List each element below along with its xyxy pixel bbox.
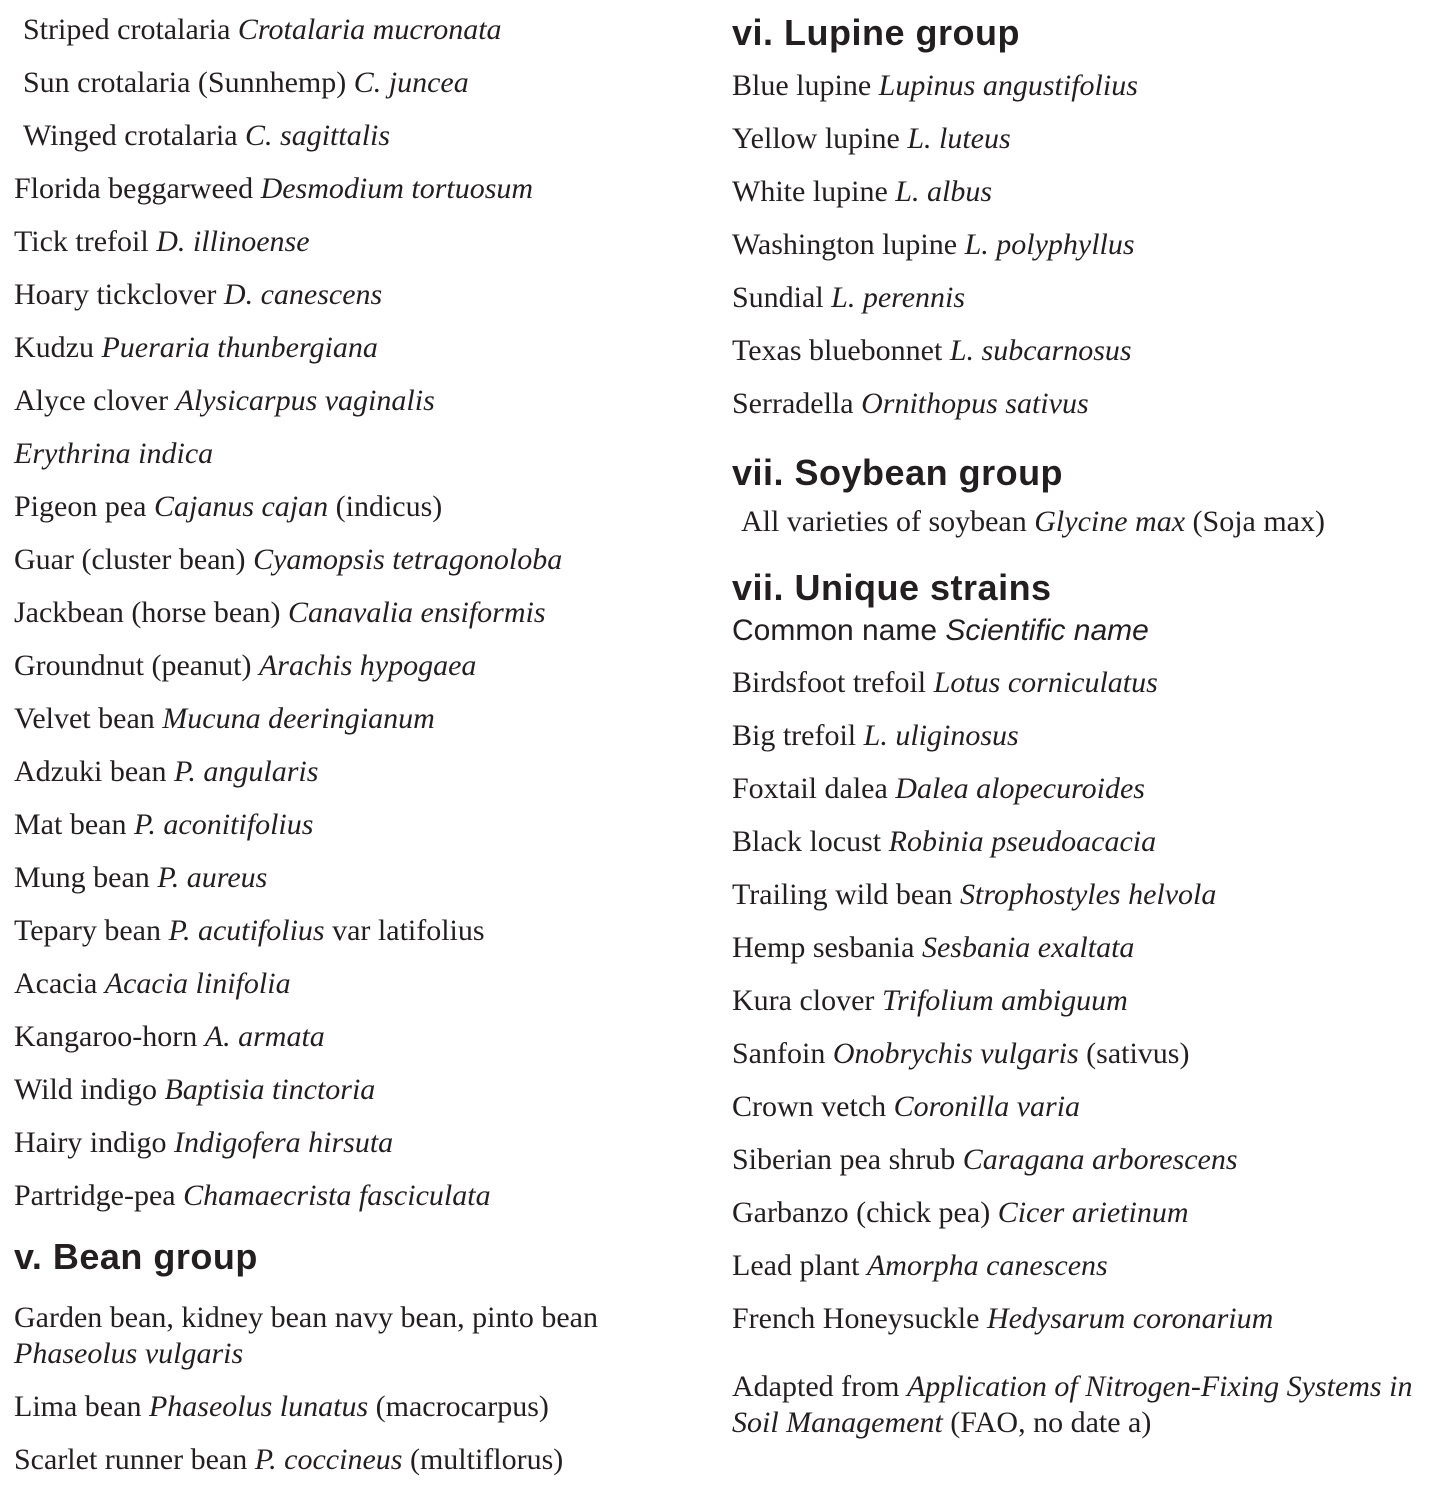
species-item xyxy=(732,665,1432,701)
scientific-name: Sesbania exaltata xyxy=(921,931,1135,964)
species-item xyxy=(732,121,1432,157)
scientific-name: P. aconitifolius xyxy=(133,808,314,841)
common-name: (Soja max) xyxy=(1185,505,1325,538)
text-line xyxy=(14,1300,720,1336)
common-name: Hemp sesbania xyxy=(732,931,922,964)
scientific-name: Phaseolus lunatus xyxy=(148,1390,369,1423)
scientific-name: L. luteus xyxy=(907,122,1011,155)
scientific-name: L. albus xyxy=(895,175,992,208)
scientific-name: P. aureus xyxy=(157,861,268,894)
text-line xyxy=(23,12,720,48)
column-left xyxy=(14,0,720,1495)
species-item xyxy=(14,1442,720,1478)
text-line xyxy=(14,1019,720,1055)
common-name: Mat bean xyxy=(14,808,134,841)
species-item xyxy=(732,1036,1432,1072)
key-scientific-name: Scientific name xyxy=(945,614,1149,647)
common-name: Lima bean xyxy=(14,1390,149,1423)
scientific-name: D. canescens xyxy=(223,278,383,311)
species-item xyxy=(14,436,720,472)
scientific-name: D. illinoense xyxy=(156,225,310,258)
text-line xyxy=(732,771,1432,807)
scientific-name: A. armata xyxy=(204,1020,325,1053)
common-name: French Honeysuckle xyxy=(732,1302,987,1335)
species-item xyxy=(732,227,1432,263)
text-line xyxy=(732,1195,1432,1231)
text-line xyxy=(732,333,1432,369)
section-right-4 xyxy=(732,1369,1432,1441)
species-item xyxy=(732,877,1432,913)
scientific-name: Cicer arietinum xyxy=(997,1196,1189,1229)
common-name: Acacia xyxy=(14,967,105,1000)
text-line xyxy=(14,1072,720,1108)
section-heading: vii. Unique strains xyxy=(732,567,1052,608)
text-line xyxy=(14,1125,720,1161)
species-item xyxy=(14,277,720,313)
common-name: Alyce clover xyxy=(14,384,176,417)
scientific-name: Dalea alopecuroides xyxy=(895,772,1145,805)
text-line xyxy=(732,824,1432,860)
text-line xyxy=(14,860,720,896)
scientific-name: Soil Management xyxy=(732,1406,943,1439)
text-line xyxy=(14,1336,720,1372)
text-line xyxy=(741,504,1432,540)
scientific-name: Lotus corniculatus xyxy=(933,666,1158,699)
common-name: Striped crotalaria xyxy=(23,13,238,46)
common-name: Siberian pea shrub xyxy=(732,1143,963,1176)
species-item xyxy=(732,333,1432,369)
species-item xyxy=(14,913,720,949)
common-name: Blue lupine xyxy=(732,69,879,102)
text-line xyxy=(732,1405,1432,1441)
species-item xyxy=(732,280,1432,316)
scientific-name: C. sagittalis xyxy=(245,119,391,152)
species-item xyxy=(732,1195,1432,1231)
common-name: Sanfoin xyxy=(732,1037,833,1070)
text-line xyxy=(14,224,720,260)
species-item xyxy=(732,930,1432,966)
text-line xyxy=(14,1442,720,1478)
scientific-name: Arachis hypogaea xyxy=(258,649,477,682)
text-line xyxy=(732,1036,1432,1072)
common-name: Texas bluebonnet xyxy=(732,334,950,367)
common-name: Wild indigo xyxy=(14,1073,165,1106)
common-name: Yellow lupine xyxy=(732,122,908,155)
text-line xyxy=(732,386,1432,422)
section-right-3 xyxy=(732,565,1432,1337)
text-line xyxy=(14,277,720,313)
species-item xyxy=(732,983,1432,1019)
scientific-name: Erythrina indica xyxy=(14,437,214,470)
common-name: Garbanzo (chick pea) xyxy=(732,1196,998,1229)
text-line xyxy=(732,121,1432,157)
scientific-name: Canavalia ensiformis xyxy=(288,596,546,629)
common-name: Partridge-pea xyxy=(14,1179,184,1212)
scientific-name: Glycine max xyxy=(1034,505,1186,538)
common-name: All varieties of soybean xyxy=(741,505,1035,538)
scientific-name: L. uliginosus xyxy=(863,719,1019,752)
text-line xyxy=(14,542,720,578)
scientific-name: Mucuna deeringianum xyxy=(162,702,435,735)
text-line xyxy=(732,174,1432,210)
scientific-name: Chamaecrista fasciculata xyxy=(183,1179,491,1212)
common-name: (sativus) xyxy=(1078,1037,1190,1070)
text-line xyxy=(14,330,720,366)
text-line xyxy=(14,595,720,631)
species-item xyxy=(14,1125,720,1161)
common-name: Mung bean xyxy=(14,861,158,894)
text-line xyxy=(23,118,720,154)
species-item xyxy=(732,1142,1432,1178)
text-line xyxy=(14,1389,720,1425)
text-line xyxy=(732,68,1432,104)
common-name: Winged crotalaria xyxy=(23,119,246,152)
scientific-name: Acacia linifolia xyxy=(104,967,291,1000)
species-item xyxy=(14,966,720,1002)
scientific-name: P. angularis xyxy=(173,755,319,788)
species-item xyxy=(732,504,1432,540)
text-line xyxy=(14,171,720,207)
text-line xyxy=(23,65,720,101)
common-name: Trailing wild bean xyxy=(732,878,961,911)
text-line xyxy=(732,983,1432,1019)
species-item xyxy=(14,1178,720,1214)
scientific-name: Baptisia tinctoria xyxy=(164,1073,376,1106)
common-name: White lupine xyxy=(732,175,896,208)
common-name: Crown vetch xyxy=(732,1090,894,1123)
scientific-name: Pueraria thunbergiana xyxy=(101,331,378,364)
scientific-name: P. acutifolius xyxy=(168,914,325,947)
common-name: Hoary tickclover xyxy=(14,278,224,311)
text-line xyxy=(732,930,1432,966)
text-line xyxy=(14,807,720,843)
scientific-name: L. perennis xyxy=(831,281,966,314)
common-name: Groundnut (peanut) xyxy=(14,649,259,682)
species-item xyxy=(732,174,1432,210)
species-item xyxy=(732,824,1432,860)
species-item xyxy=(14,65,720,101)
scientific-name: Ornithopus sativus xyxy=(861,387,1089,420)
species-item xyxy=(14,118,720,154)
species-item xyxy=(14,489,720,525)
column-key xyxy=(732,611,1432,651)
scientific-name: Hedysarum coronarium xyxy=(986,1302,1274,1335)
common-name: Jackbean (horse bean) xyxy=(14,596,289,629)
species-item xyxy=(14,224,720,260)
common-name: Tepary bean xyxy=(14,914,169,947)
common-name: Sun crotalaria (Sunnhemp) xyxy=(23,66,354,99)
species-item xyxy=(14,1019,720,1055)
common-name: Big trefoil xyxy=(732,719,864,752)
source-note xyxy=(732,1369,1432,1441)
species-item xyxy=(14,1389,720,1425)
text-line xyxy=(732,877,1432,913)
common-name: Kangaroo-horn xyxy=(14,1020,205,1053)
common-name: (macrocarpus) xyxy=(368,1390,549,1423)
species-item xyxy=(14,12,720,48)
species-item xyxy=(14,807,720,843)
section-heading: v. Bean group xyxy=(14,1236,258,1277)
species-item xyxy=(732,386,1432,422)
scientific-name: Indigofera hirsuta xyxy=(173,1126,394,1159)
species-item xyxy=(14,648,720,684)
species-item xyxy=(14,383,720,419)
text-line xyxy=(732,1248,1432,1284)
species-item xyxy=(732,1301,1432,1337)
common-name: Pigeon pea xyxy=(14,490,154,523)
common-name: Tick trefoil xyxy=(14,225,157,258)
section-right-2 xyxy=(732,450,1432,540)
common-name: Kura clover xyxy=(732,984,882,1017)
common-name: Adzuki bean xyxy=(14,755,174,788)
common-name: (FAO, no date a) xyxy=(942,1406,1152,1439)
scientific-name: Amorpha canescens xyxy=(866,1249,1108,1282)
common-name: Serradella xyxy=(732,387,862,420)
scientific-name: Cyamopsis tetragonoloba xyxy=(253,543,563,576)
scientific-name: Desmodium tortuosum xyxy=(260,172,534,205)
scientific-name: Crotalaria mucronata xyxy=(237,13,502,46)
scientific-name: Trifolium ambiguum xyxy=(881,984,1128,1017)
common-name: Adapted from xyxy=(732,1370,907,1403)
species-item xyxy=(732,1089,1432,1125)
scientific-name: Cajanus cajan xyxy=(153,490,329,523)
text-line xyxy=(732,1089,1432,1125)
scientific-name: L. subcarnosus xyxy=(949,334,1132,367)
species-item xyxy=(14,1072,720,1108)
text-line xyxy=(14,436,720,472)
section-heading: vi. Lupine group xyxy=(732,12,1020,53)
species-item xyxy=(14,542,720,578)
scientific-name: Alysicarpus vaginalis xyxy=(175,384,435,417)
text-line xyxy=(732,1142,1432,1178)
common-name: var latifolius xyxy=(324,914,485,947)
scientific-name: Robinia pseudoacacia xyxy=(888,825,1157,858)
common-name: Foxtail dalea xyxy=(732,772,896,805)
scientific-name: Phaseolus vulgaris xyxy=(14,1337,244,1370)
species-item xyxy=(14,1300,720,1372)
text-line xyxy=(14,383,720,419)
key-common-name: Common name xyxy=(732,614,946,647)
scientific-name: P. coccineus xyxy=(254,1443,403,1476)
scientific-name: Strophostyles helvola xyxy=(960,878,1217,911)
common-name: Garden bean, kidney bean navy bean, pinto bean xyxy=(14,1301,598,1334)
text-line xyxy=(732,227,1432,263)
species-item xyxy=(14,754,720,790)
scientific-name: Caragana arborescens xyxy=(962,1143,1238,1176)
common-name: Sundial xyxy=(732,281,832,314)
text-line xyxy=(14,754,720,790)
text-line xyxy=(14,489,720,525)
common-name: Black locust xyxy=(732,825,889,858)
species-item xyxy=(732,771,1432,807)
text-line xyxy=(14,913,720,949)
species-item xyxy=(14,860,720,896)
text-line xyxy=(14,701,720,737)
common-name: Kudzu xyxy=(14,331,102,364)
common-name: Velvet bean xyxy=(14,702,163,735)
text-line xyxy=(732,665,1432,701)
scientific-name: Application of Nitrogen-Fixing Systems in xyxy=(906,1370,1413,1403)
common-name: Hairy indigo xyxy=(14,1126,174,1159)
common-name: Scarlet runner bean xyxy=(14,1443,255,1476)
text-line xyxy=(732,1369,1432,1405)
species-item xyxy=(14,595,720,631)
species-item xyxy=(14,171,720,207)
section-heading: vii. Soybean group xyxy=(732,452,1064,493)
scientific-name: Coronilla varia xyxy=(893,1090,1081,1123)
common-name: Florida beggarweed xyxy=(14,172,261,205)
species-item xyxy=(14,701,720,737)
common-name: Birdsfoot trefoil xyxy=(732,666,934,699)
section-right-1 xyxy=(732,10,1432,422)
text-line xyxy=(14,966,720,1002)
section-left-1 xyxy=(14,12,720,1214)
common-name: Guar (cluster bean) xyxy=(14,543,254,576)
text-line xyxy=(732,718,1432,754)
common-name: Washington lupine xyxy=(732,228,965,261)
scientific-name: Onobrychis vulgaris xyxy=(832,1037,1079,1070)
text-line xyxy=(14,648,720,684)
text-line xyxy=(732,1301,1432,1337)
scientific-name: Lupinus angustifolius xyxy=(878,69,1138,102)
scientific-name: C. juncea xyxy=(353,66,469,99)
section-left-2 xyxy=(14,1234,720,1478)
species-item xyxy=(732,68,1432,104)
species-item xyxy=(732,718,1432,754)
common-name: (multiflorus) xyxy=(402,1443,564,1476)
species-item xyxy=(14,330,720,366)
common-name: Lead plant xyxy=(732,1249,867,1282)
text-line xyxy=(732,280,1432,316)
column-right xyxy=(732,0,1432,1441)
text-line xyxy=(14,1178,720,1214)
species-item xyxy=(732,1248,1432,1284)
scientific-name: L. polyphyllus xyxy=(964,228,1135,261)
common-name: (indicus) xyxy=(328,490,443,523)
